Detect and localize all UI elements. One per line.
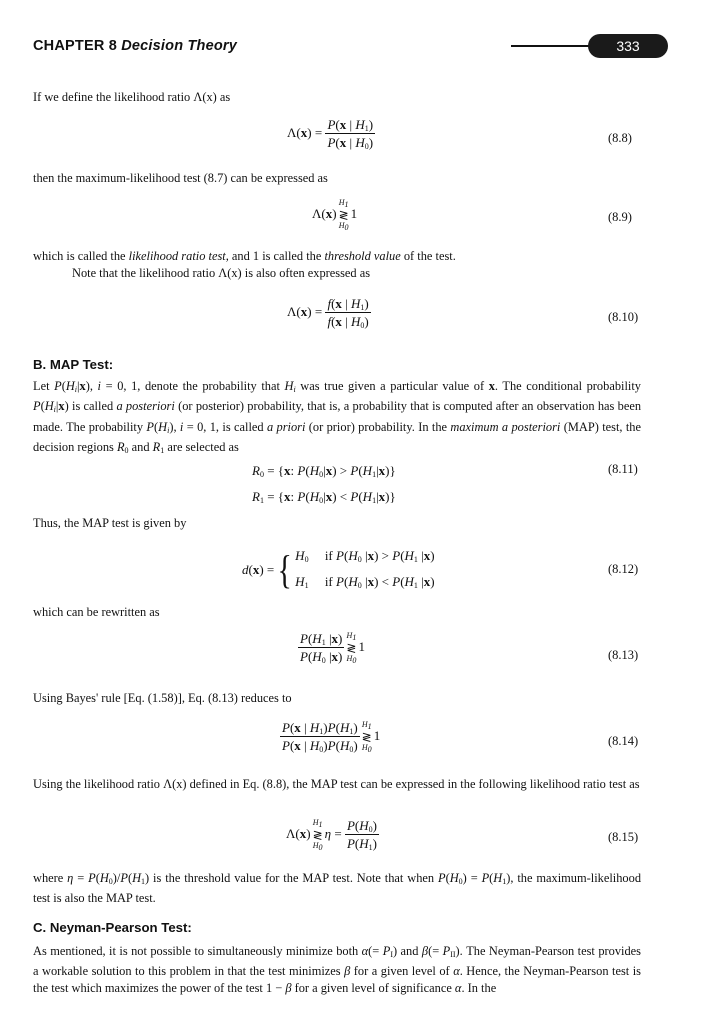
paragraph-define-lr: If we define the likelihood ratio Λ(x) as	[33, 90, 231, 104]
equation-number: (8.9)	[608, 210, 632, 224]
term-likelihood-ratio-test: likelihood ratio test,	[128, 249, 229, 263]
paragraph-map-lr: Using the likelihood ratio Λ(x) defined in Eq. (8.8), the MAP test can be expressed in the following likelihood ratio test as	[33, 777, 640, 791]
page-number: 333	[588, 34, 668, 58]
chapter-heading	[33, 38, 237, 54]
equation-number: (8.11)	[608, 462, 638, 476]
paragraph-threshold: where $\eta = P(H_0)/P(H_1)$ is the threshold value for the MAP test. Note that when $P(H_0) = P(H_1)$, the maximum-likelihood test is also the MAP test.	[33, 871, 642, 906]
equation-8-12: d(x) = { $H_0$ if $P(H_0$ $|x) > P(H_1$ |x) $H_1$ if $P(H_0$ $|x) < P(H_1$ |x)	[242, 548, 435, 593]
paragraph-lr-alt: Note that the likelihood ratio Λ(x) is also often expressed as	[72, 266, 371, 280]
equation-number: (8.10)	[608, 310, 639, 324]
equation-8-14: $\frac{P(x | H_1)P(H_1)}{P(x | H_0)P(H_0)}$ $H_1$ ≷ $H_0$ 1	[282, 720, 381, 754]
text-run: which is called the	[33, 249, 129, 263]
chapter-title: Decision Theory	[121, 38, 238, 54]
text-run: of the test.	[400, 249, 456, 263]
header-rule	[511, 45, 595, 47]
equation-8-15: Λ(x) $H_1$ ≷ $H_0$ η = $\frac{P(H_0)}{P(H_1)}$	[286, 818, 377, 852]
equation-number: (8.15)	[608, 830, 639, 844]
paragraph-map-given: Thus, the MAP test is given by	[33, 516, 187, 530]
paragraph-neyman-pearson: As mentioned, it is not possible to simultaneously minimize both $\alpha(= P_I)$ and $\beta(= P_{II})$. The Neyman-Pearson test provides a workable solution to this problem in that the test minimizes β for a given level of α. Hence, the Neyman-Pearson test is the test which maximizes the power of the test 1 − β for a given level of significance α. In the	[33, 944, 642, 995]
chapter-label: CHAPTER 8	[33, 38, 117, 54]
paragraph-map-intro: Let $P(H_i|x)$, i = 0, 1, denote the probability that $H_i$ was true given a particular value of x. The conditional probability $P(H_i|x)$ is called a posteriori (or posterior) probability, that is, a probability that is computed after an observation has been made. The probability $P(H_i)$, i = 0, 1, is called a priori (or prior) probability. In the maximum a posteriori (MAP) test, the decision regions $R_0$ and $R_1$ are selected as	[33, 379, 642, 455]
paragraph-lr-test	[33, 248, 641, 264]
equation-number: (8.12)	[608, 562, 639, 576]
text-run: and 1 is called the	[228, 249, 325, 263]
page-header	[33, 34, 666, 60]
term-threshold-value: threshold value	[324, 249, 401, 263]
equation-8-8: Λ(x) = $\frac{P(x | H_1)}{P(x | H_0)}$	[287, 117, 374, 151]
equation-number: (8.13)	[608, 648, 639, 662]
paragraph-ml-test: then the maximum-likelihood test (8.7) can be expressed as	[33, 171, 328, 185]
section-heading-neyman-pearson: C. Neyman-Pearson Test:	[33, 920, 192, 935]
equation-number: (8.8)	[608, 131, 632, 145]
equation-8-10: Λ(x) = $\frac{f(x | H_1)}{f(x | H_0)}$	[287, 296, 369, 330]
paragraph-rewritten: which can be rewritten as	[33, 605, 160, 619]
section-heading-map: B. MAP Test:	[33, 357, 114, 372]
equation-8-9: Λ(x) $H_1$ ≷ $H_0$ 1	[312, 198, 358, 232]
equation-number: (8.14)	[608, 734, 639, 748]
equation-8-13: $\frac{P(H_1 |x)}{P(H_0 |x)}$ $H_1$ ≷ $H_0$ 1	[300, 631, 365, 665]
equation-8-11: $R_0 = \{x$: $P(H_0|x) > P(H_1|x)$} $R_1 = \{x$: $P(H_0|x) < P(H_1|x)$}	[252, 463, 396, 505]
paragraph-bayes: Using Bayes' rule [Eq. (1.58)], Eq. (8.13) reduces to	[33, 691, 292, 705]
